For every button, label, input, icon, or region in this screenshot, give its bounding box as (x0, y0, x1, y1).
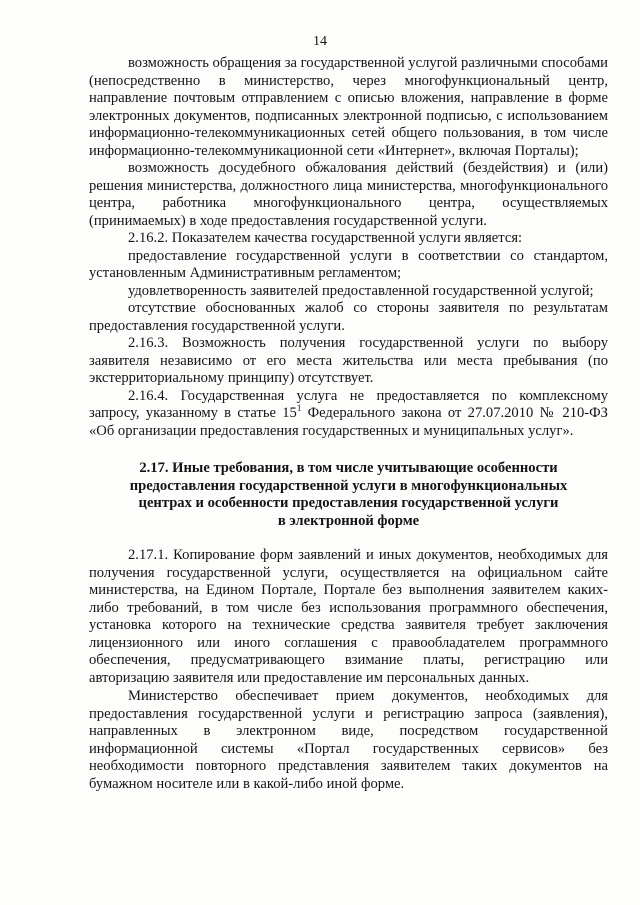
article-superscript: 1 (296, 403, 302, 414)
paragraph-2-16-3: 2.16.3. Возможность получения государственной услуги по выбору заявителя независимо от его места жительства или места пребывания (по экстерриториальному принципу) отсутствует. (89, 335, 608, 386)
paragraph-applicant-satisfaction: удовлетворенность заявителей предоставленной государственной услугой; (128, 282, 594, 299)
heading-line: предоставления государственной услуги в многофункциональных (129, 477, 568, 494)
paragraph-2-16-4-text-start: 2.16.4. Государственная услуга не предоставляется по комплексному запросу, указанному в статье 15 (89, 387, 608, 421)
document-body (89, 55, 608, 793)
paragraph-2-16-2: 2.16.2. Показателем качества государственной услуги является: (128, 230, 523, 246)
paragraph-2-16-4 (89, 388, 608, 441)
paragraph-appeal-methods: возможность обращения за государственной услугой различными способами (непосредственно в министерство, через многофункциональный центр, направление почтовым отправлением с описью вложения, направление в форме электронных документов, подписанных электронной подписью, с использованием информационно-телекоммуникационных сетей общего пользования, в том числе информационно-телекоммуникационной сети «Интернет», включая Порталы); (89, 55, 608, 159)
paragraph-2-17-1: 2.17.1. Копирование форм заявлений и иных документов, необходимых для получения государственной услуги, осуществляется на официальном сайте министерства, на Едином Портале, Портале без выполнения заявителем каких-либо требований, в том числе без использования программного обеспечения, установка которого на технические средства заявителя требует заключения лицензионного или иного соглашения с правообладателем программного обеспечения, предусматривающего взимание платы, регистрацию или авторизацию заявителя или предоставление им персональных данных. (89, 547, 608, 686)
paragraph-ministry-acceptance: Министерство обеспечивает прием документов, необходимых для предоставления государственной услуги и регистрацию запроса (заявления), направленных в электронном виде, посредством государственной информационной системы «Портал государственных сервисов» без необходимости повторного представления заявителем таких документов на бумажном носителе или в какой-либо иной форме. (89, 688, 608, 792)
page-number: 14 (313, 34, 327, 49)
paragraph-pretrial-appeal: возможность досудебного обжалования действий (бездействия) и (или) решения министерства, должностного лица министерства, многофункционального центра, работника многофункционального центра, осуществляемых (принимаемых) в ходе предоставления государственной услуги. (89, 160, 608, 229)
section-heading-2-17 (89, 460, 608, 530)
paragraph-2-16-4-text-end: Федерального закона от 27.07.2010 № 210-ФЗ «Об организации предоставления государственных и муниципальных услуг». (89, 405, 608, 439)
heading-line: в электронной форме (277, 512, 420, 529)
heading-line: центрах и особенности предоставления государственной услуги (138, 495, 559, 511)
paragraph-standard-compliance: предоставление государственной услуги в соответствии со стандартом, установленным Административным регламентом; (89, 247, 608, 281)
heading-line: 2.17. Иные требования, в том числе учитывающие особенности (139, 460, 558, 476)
paragraph-no-complaints: отсутствие обоснованных жалоб со стороны заявителя по результатам предоставления государственной услуги. (89, 300, 608, 334)
